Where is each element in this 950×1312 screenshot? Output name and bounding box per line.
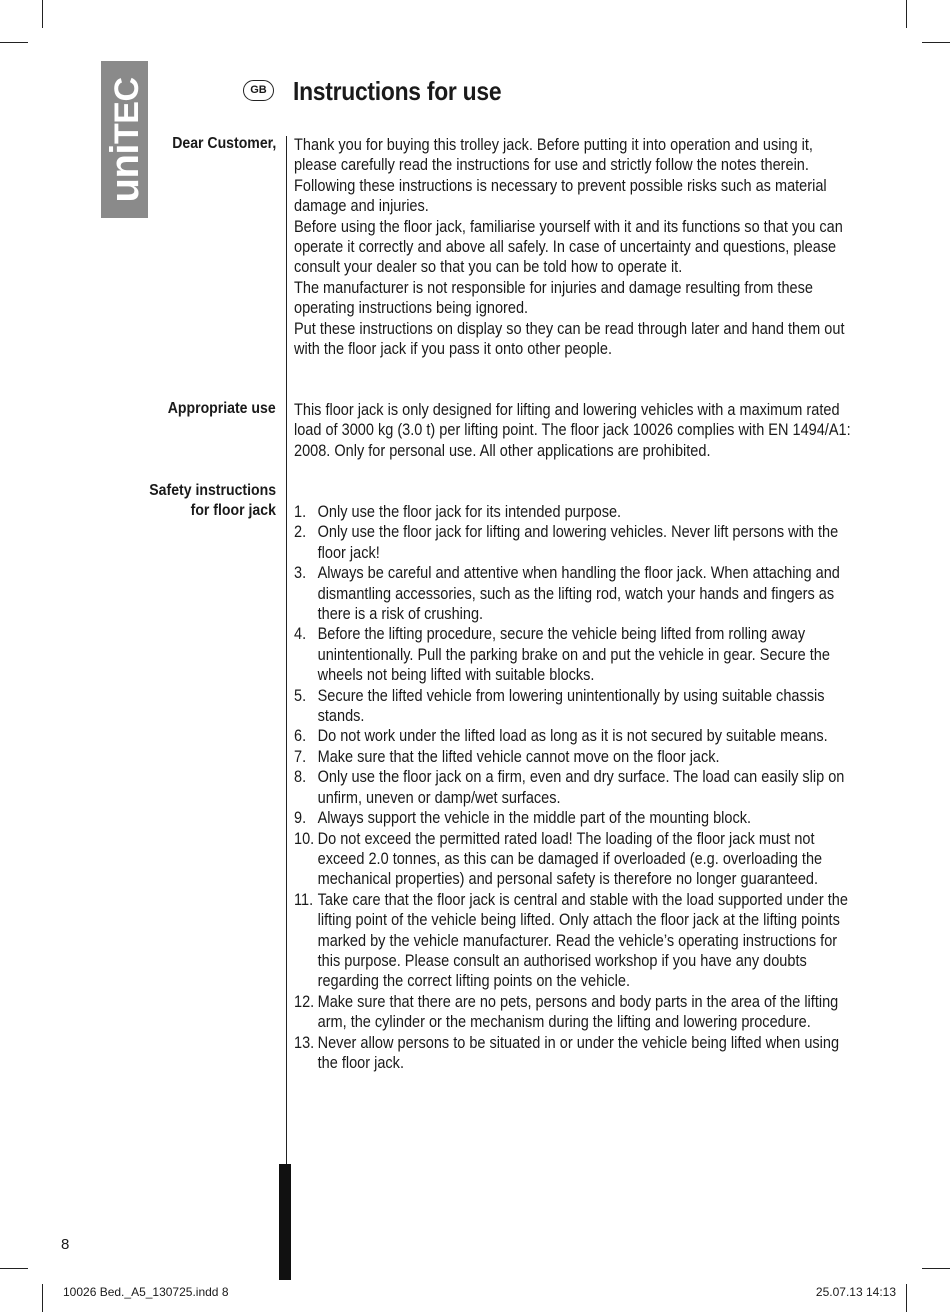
list-text: Make sure that the lifted vehicle cannot move on the floor jack. bbox=[317, 746, 720, 766]
list-item bbox=[294, 890, 854, 992]
appropriate-use-body bbox=[294, 400, 854, 461]
list-number: 3. bbox=[294, 563, 307, 583]
list-text: Only use the floor jack on a firm, even and dry surface. The load can easily slip on unfirm, uneven or damp/wet surfaces. bbox=[317, 767, 845, 807]
footer-file-info: 10026 Bed._A5_130725.indd 8 bbox=[63, 1285, 229, 1299]
list-number: 10. bbox=[294, 828, 315, 848]
list-text: Never allow persons to be situated in or under the vehicle being lifted when using the floor jack. bbox=[317, 1032, 840, 1072]
list-text: Always be careful and attentive when handling the floor jack. When attaching and dismantling accessories, such as the lifting rod, watch your hands and fingers as there is a risk of crushing. bbox=[317, 563, 840, 624]
list-item bbox=[294, 726, 854, 746]
list-item bbox=[294, 808, 854, 828]
list-number: 9. bbox=[294, 808, 307, 828]
list-item bbox=[294, 686, 854, 727]
list-text: Always support the vehicle in the middle part of the mounting block. bbox=[317, 808, 752, 828]
page-number: 8 bbox=[61, 1236, 70, 1253]
crop-mark bbox=[42, 0, 43, 28]
list-number: 5. bbox=[294, 685, 307, 705]
unitec-logo bbox=[101, 61, 148, 218]
list-text: Do not exceed the permitted rated load! The loading of the floor jack must not exceed 2.0 tonnes, as this can be damaged if overloaded (e.g. overloading the mechanical properties) and personal safety is therefore no longer guaranteed. bbox=[317, 828, 823, 889]
paragraph: Thank you for buying this trolley jack. Before putting it into operation and using it, please carefully read the instructions for use and strictly follow the notes therein. Following these instructions is necessary to prevent possible risks such as material damage and injuries. bbox=[294, 135, 827, 216]
list-text: Take care that the floor jack is central and stable with the load supported under the lifting point of the vehicle being lifted. Only attach the floor jack at the lifting points marked by the vehicle manufacturer. Read the vehicle’s operating instructions for this purpose. Please consult an authorised workshop if you have any doubts regarding the correct lifting points on the vehicle. bbox=[317, 889, 848, 991]
paragraph: The manufacturer is not responsible for injuries and damage resulting from these operating instructions being ignored. bbox=[294, 277, 813, 318]
list-text: Only use the floor jack for its intended purpose. bbox=[317, 502, 622, 521]
paragraph: This floor jack is only designed for lifting and lowering vehicles with a maximum rated load of 3000 kg (3.0 t) per lifting point. The floor jack 10026 complies with EN 1494/A1: 2008. Only for personal use. All other applications are prohibited. bbox=[294, 400, 851, 460]
list-text: Before the lifting procedure, secure the vehicle being lifted from rolling away unintentionally. Pull the parking brake on and put the vehicle in gear. Secure the wheels not being lifted with suitable blocks. bbox=[317, 624, 830, 685]
dear-customer-body bbox=[294, 135, 854, 359]
heading-appropriate-use: Appropriate use bbox=[168, 400, 276, 417]
list-number: 12. bbox=[294, 991, 315, 1011]
crop-mark bbox=[906, 0, 907, 28]
paragraph: Put these instructions on display so they can be read through later and hand them out with the floor jack if you pass it onto other people. bbox=[294, 318, 845, 359]
page-title: Instructions for use bbox=[293, 76, 502, 106]
list-item bbox=[294, 563, 854, 624]
list-item bbox=[294, 829, 854, 890]
list-text: Secure the lifted vehicle from lowering unintentionally by using suitable chassis stands. bbox=[317, 685, 825, 726]
list-item bbox=[294, 624, 854, 685]
list-number: 1. bbox=[294, 502, 307, 521]
heading-dear-customer: Dear Customer, bbox=[171, 135, 276, 152]
crop-mark bbox=[0, 42, 28, 43]
language-badge: GB bbox=[243, 80, 274, 101]
crop-mark bbox=[922, 1268, 950, 1269]
list-number: 8. bbox=[294, 767, 307, 787]
heading-safety-line1: Safety instructions bbox=[149, 482, 276, 499]
list-text: Make sure that there are no pets, persons and body parts in the area of the lifting arm, the cylinder or the mechanism during the lifting and lowering procedure. bbox=[317, 991, 839, 1032]
heading-safety-line2: for floor jack bbox=[190, 502, 276, 519]
crop-mark bbox=[42, 1284, 43, 1312]
footer-timestamp: 25.07.13 14:13 bbox=[815, 1285, 896, 1299]
column-bar bbox=[279, 1164, 291, 1280]
logo-text: uniTEC bbox=[102, 77, 147, 202]
crop-mark bbox=[0, 1268, 28, 1269]
list-number: 11. bbox=[294, 889, 314, 909]
crop-mark bbox=[906, 1284, 907, 1312]
list-item bbox=[294, 747, 854, 767]
crop-mark bbox=[922, 42, 950, 43]
list-item bbox=[294, 1033, 854, 1074]
list-text: Only use the floor jack for lifting and lowering vehicles. Never lift persons with the floor jack! bbox=[317, 522, 839, 562]
paragraph: Before using the floor jack, familiarise yourself with it and its functions so that you can operate it correctly and above all safely. In case of uncertainty and questions, please consult your dealer so that you can be told how to operate it. bbox=[294, 216, 843, 277]
safety-list bbox=[294, 502, 854, 1073]
list-text: Do not work under the lifted load as long as it is not secured by suitable means. bbox=[317, 726, 828, 746]
column-divider bbox=[286, 136, 287, 1164]
safety-instructions-body bbox=[294, 502, 854, 1073]
list-number: 4. bbox=[294, 624, 307, 644]
list-item bbox=[294, 522, 854, 563]
list-item bbox=[294, 992, 854, 1033]
list-number: 7. bbox=[294, 746, 307, 766]
list-number: 6. bbox=[294, 726, 307, 746]
list-number: 2. bbox=[294, 522, 307, 542]
list-item bbox=[294, 502, 854, 522]
list-item bbox=[294, 767, 854, 808]
list-number: 13. bbox=[294, 1032, 315, 1052]
